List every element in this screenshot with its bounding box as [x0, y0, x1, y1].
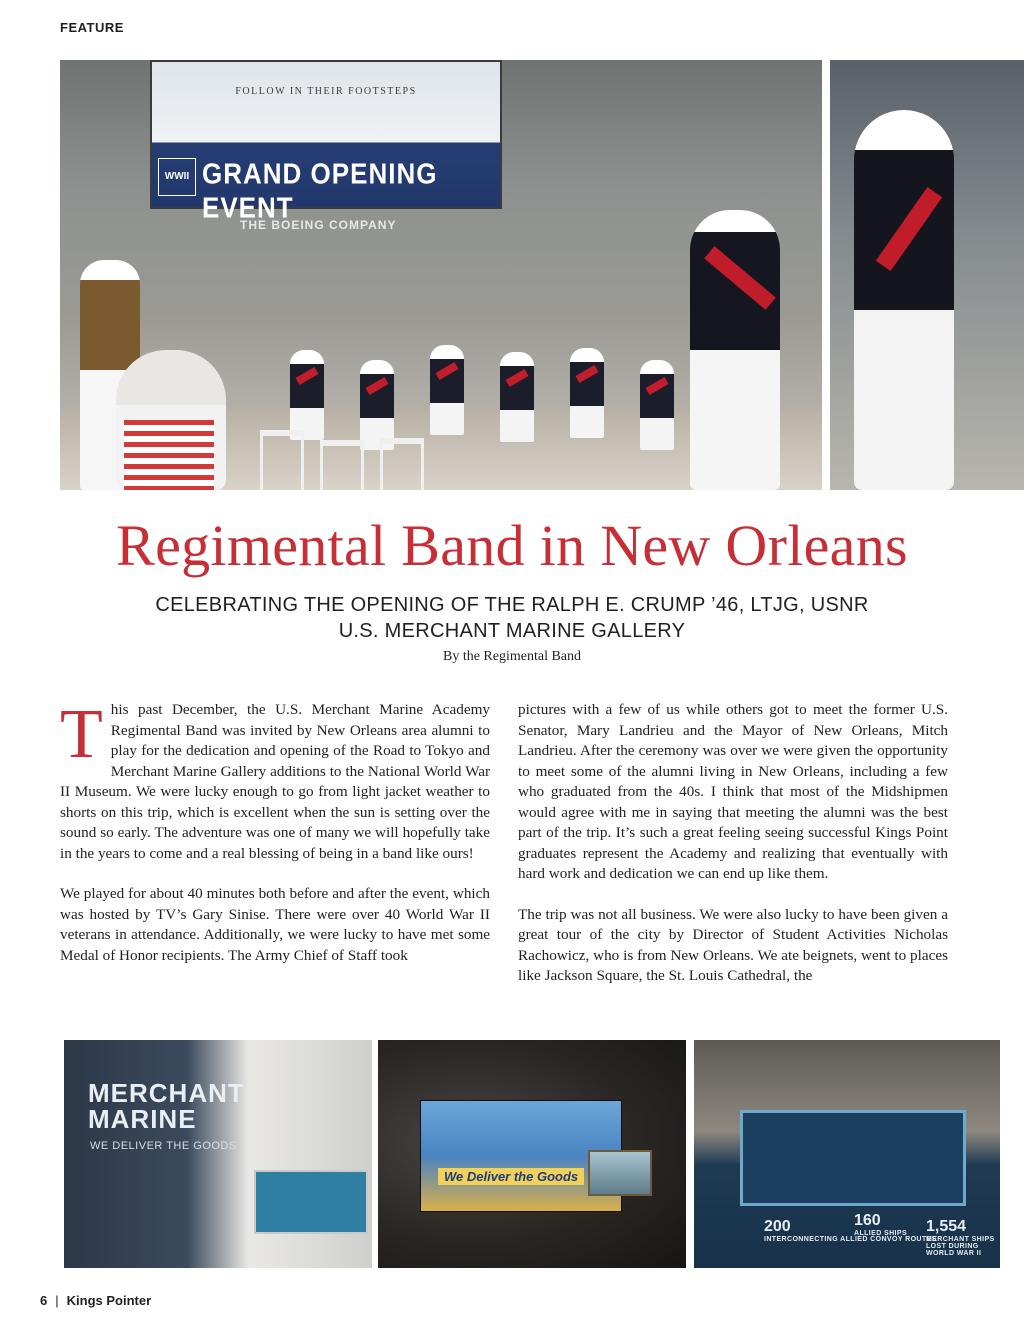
musician-figure: [290, 350, 324, 440]
sponsor-sign: THE BOEING COMPANY: [240, 218, 397, 232]
page-number: 6: [40, 1293, 48, 1308]
chair: [260, 430, 304, 490]
screen-tagline: FOLLOW IN THEIR FOOTSTEPS: [235, 86, 417, 97]
stat-convoy-routes: [764, 1218, 937, 1243]
museum-logo: WWII: [158, 158, 196, 196]
article-column-right: [518, 700, 948, 1007]
spectator-figure: [116, 350, 226, 490]
section-label: FEATURE: [60, 20, 124, 35]
stat-label: INTERCONNECTING ALLIED CONVOY ROUTES: [764, 1236, 937, 1243]
publication-name: Kings Pointer: [66, 1293, 152, 1308]
video-banner: We Deliver the Goods: [438, 1168, 584, 1185]
stat-allied-ships: [854, 1212, 907, 1237]
article-paragraph: We played for about 40 minutes both before and after the event, which was hosted by TV’s Gary Sinise. There were over 40 World War II veterans in attendance. Additionally, we were lucky to have met some Medal of Honor recipients. The Army Chief of Staff took: [60, 885, 490, 964]
exhibit-case: [254, 1170, 368, 1234]
stat-number: 1,554: [926, 1218, 967, 1235]
display-case: [740, 1110, 966, 1206]
page-footer: [40, 1293, 151, 1308]
musician-figure: [500, 352, 534, 442]
gallery-heading: [88, 1080, 245, 1132]
stat-label: ALLIED SHIPS: [854, 1230, 908, 1237]
article-paragraph: [60, 696, 490, 864]
footer-separator: |: [55, 1293, 59, 1308]
article-column-left: [60, 696, 490, 986]
gallery-heading-line2: MARINE: [88, 1104, 197, 1134]
musician-figure: [360, 360, 394, 450]
stat-ships-lost: [926, 1218, 1000, 1257]
gallery-subheading: WE DELIVER THE GOODS: [90, 1140, 237, 1152]
musician-figure: [430, 345, 464, 435]
article-title: Regimental Band in New Orleans: [116, 513, 908, 578]
ship-painting: [588, 1150, 652, 1196]
midshipman-photo: [830, 60, 1024, 490]
paragraph-text: his past December, the U.S. Merchant Marine Academy Regimental Band was invited by New Orleans area alumni to play for the dedication and opening of the Road to Tokyo and Merchant Marine Gallery additions to the National World War II Museum. We were lucky enough to go from light jacket weather to shorts on this trip, which is excellent when the sun is setting over the sound so early. The adventure was one of many we will hopefully take in the years to come and a real blessing of being in a band like ours!: [60, 701, 490, 862]
chair: [320, 440, 364, 490]
exhibit-display-photo: [694, 1040, 1000, 1268]
article-byline: By the Regimental Band: [442, 649, 582, 664]
article-paragraph: The trip was not all business. We were also lucky to have been given a great tour of the city by Director of Student Activities Nicholas Rachowicz, who is from New Orleans. We ate beignets, went to places like Jackson Square, the St. Louis Cathedral, the: [518, 905, 948, 984]
conductor-figure: [690, 210, 780, 490]
stat-number: 160: [854, 1212, 881, 1229]
chair: [380, 438, 424, 490]
article-subtitle-line2: U.S. MERCHANT MARINE GALLERY: [338, 620, 686, 642]
merchant-marine-gallery-photo: [64, 1040, 372, 1268]
screen-headline: GRAND OPENING EVENT: [202, 156, 438, 224]
drop-cap: T: [60, 696, 103, 773]
stat-number: 200: [764, 1218, 791, 1235]
musician-figure: [570, 348, 604, 438]
band-performance-photo: [60, 60, 822, 490]
stat-label: MERCHANT SHIPS LOST DURING WORLD WAR II: [926, 1236, 995, 1257]
article-subtitle-line1: CELEBRATING THE OPENING OF THE RALPH E. CRUMP ’46, LTJG, USNR: [155, 594, 869, 616]
gallery-heading-line1: MERCHANT: [88, 1078, 245, 1108]
musician-figure: [640, 360, 674, 450]
video-wall-photo: [378, 1040, 686, 1268]
midshipman-figure: [854, 110, 954, 490]
event-screen: [150, 60, 502, 224]
article-paragraph: pictures with a few of us while others got to meet the former U.S. Senator, Mary Landrieu and the Mayor of New Orleans, Mitch Landrieu. After the ceremony was over we were given the opportunity to meet some of the alumni living in New Orleans, including a few who graduated from the 40s. I think that most of the Midshipmen would agree with me in saying that meeting the alumni was the best part of the trip. It’s such a great feeling seeing successful Kings Point graduates represent the Academy and realizing that eventually with hard work and dedication we can end up like them.: [518, 701, 948, 882]
